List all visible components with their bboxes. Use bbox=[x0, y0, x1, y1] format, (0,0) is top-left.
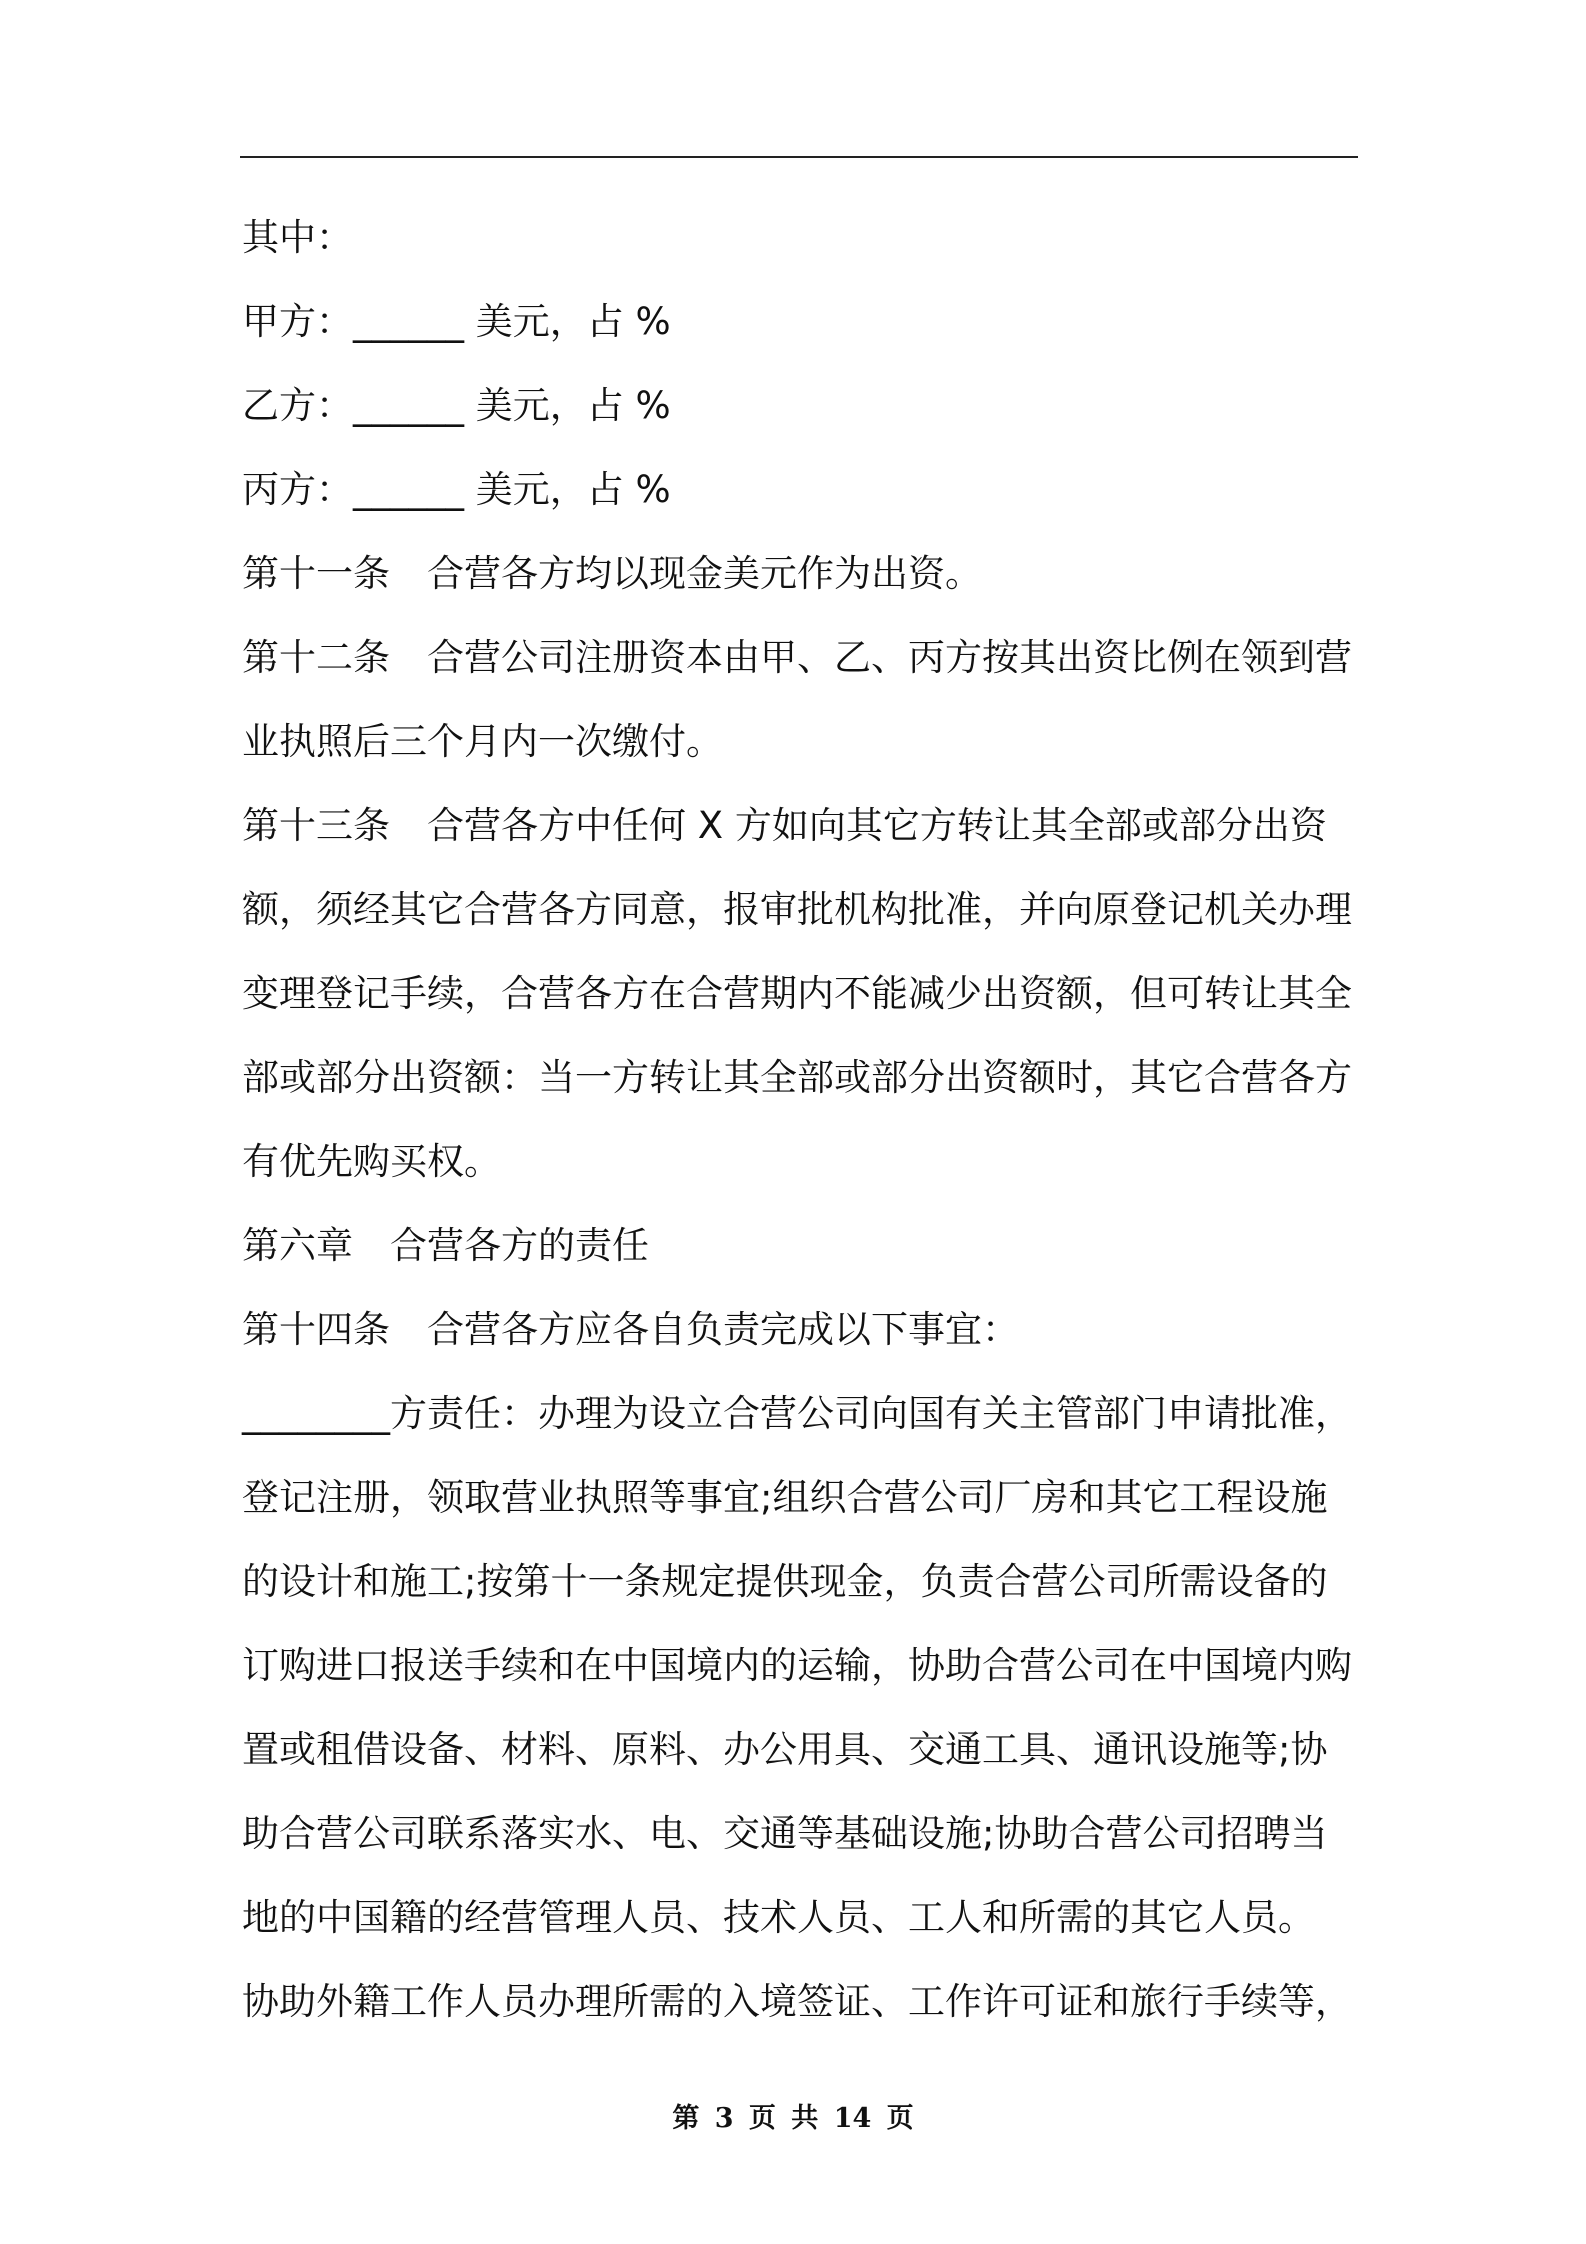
document-body bbox=[242, 196, 1364, 2044]
text-line: 变理登记手续，合营各方在合营期内不能减少出资额，但可转让其全 bbox=[242, 972, 1352, 1015]
text-line: 第十三条 合营各方中任何 X 方如向其它方转让其全部或部分出资 bbox=[242, 804, 1327, 847]
text-line: 订购进口报送手续和在中国境内的运输，协助合营公司在中国境内购 bbox=[242, 1644, 1352, 1687]
text-line: 协助外籍工作人员办理所需的入境签证、工作许可证和旅行手续等， bbox=[242, 1980, 1352, 2023]
text-line: 置或租借设备、材料、原料、办公用具、交通工具、通讯设施等;协 bbox=[242, 1728, 1328, 1771]
text-line: 第十二条 合营公司注册资本由甲、乙、丙方按其出资比例在领到营 bbox=[242, 636, 1352, 679]
text-line: 丙方：______ 美元，占 % bbox=[242, 468, 671, 511]
text-line: 甲方：______ 美元，占 % bbox=[242, 300, 671, 343]
text-line: ________方责任：办理为设立合营公司向国有关主管部门申请批准， bbox=[242, 1392, 1352, 1435]
text-line: 地的中国籍的经营管理人员、技术人员、工人和所需的其它人员。 bbox=[242, 1896, 1315, 1939]
text-line: 助合营公司联系落实水、电、交通等基础设施;协助合营公司招聘当 bbox=[242, 1812, 1328, 1855]
header-rule bbox=[240, 156, 1358, 158]
text-line: 第十一条 合营各方均以现金美元作为出资。 bbox=[242, 552, 982, 595]
text-line: 业执照后三个月内一次缴付。 bbox=[242, 720, 723, 763]
text-line: 额，须经其它合营各方同意，报审批机构批准，并向原登记机关办理 bbox=[242, 888, 1352, 931]
text-line: 的设计和施工;按第十一条规定提供现金，负责合营公司所需设备的 bbox=[242, 1560, 1328, 1603]
text-line: 登记注册，领取营业执照等事宜;组织合营公司厂房和其它工程设施 bbox=[242, 1476, 1328, 1519]
text-line: 有优先购买权。 bbox=[242, 1140, 501, 1183]
page-number: 第 3 页 共 14 页 bbox=[672, 2103, 914, 2134]
text-line: 乙方：______ 美元，占 % bbox=[242, 384, 671, 427]
text-line: 第十四条 合营各方应各自负责完成以下事宜： bbox=[242, 1308, 1019, 1351]
text-line: 部或部分出资额：当一方转让其全部或部分出资额时，其它合营各方 bbox=[242, 1056, 1352, 1099]
text-line: 其中： bbox=[242, 216, 353, 259]
chapter-heading: 第六章 合营各方的责任 bbox=[242, 1224, 649, 1267]
